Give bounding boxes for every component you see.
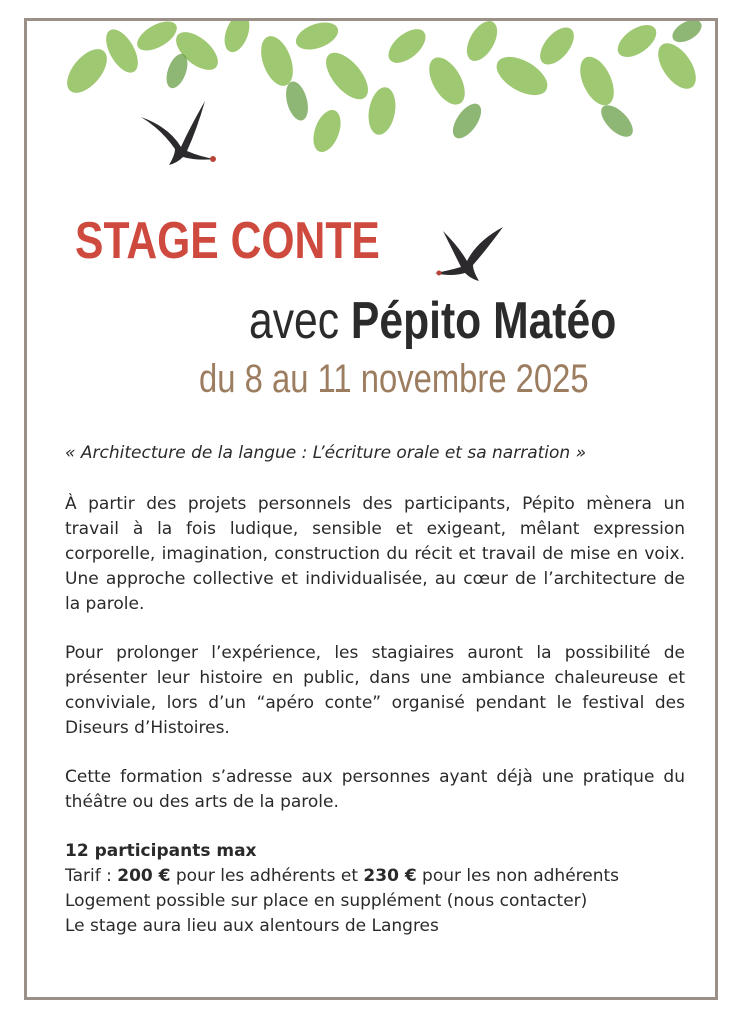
swallow-bird-icon <box>433 221 505 285</box>
leaves-garland-illustration <box>27 21 721 181</box>
page-subtitle <box>249 291 616 351</box>
event-dates: du 8 au 11 novembre 2025 <box>199 357 589 401</box>
practical-info <box>65 839 685 939</box>
location-info: Le stage aura lieu aux alentours de Langres <box>65 916 439 936</box>
price-members: 200 € <box>117 866 171 886</box>
pricing-line <box>65 864 685 889</box>
workshop-quote: « Architecture de la langue : L’écriture orale et sa narration » <box>65 443 587 463</box>
page-frame <box>24 18 718 1000</box>
description-paragraph-3: Cette formation s’adresse aux personnes ayant déjà une pratique du théâtre ou des arts de la parole. <box>65 767 685 812</box>
subtitle-with: avec <box>249 292 340 350</box>
price-non-members: 230 € <box>363 866 417 886</box>
swallow-bird-icon <box>139 99 219 169</box>
tarif-suffix: pour les non adhérents <box>416 866 620 886</box>
description-paragraph-1: À partir des projets personnels des participants, Pépito mènera un travail à la fois ludique, sensible et exigeant, mêlant expression corporelle, imagination, construction du récit et travail de mise en voix. Une approche collective et individualisée, au cœur de l’architecture de la parole. <box>65 494 685 614</box>
tarif-mid: pour les adhérents et <box>170 866 364 886</box>
participants-limit: 12 participants max <box>65 841 257 861</box>
tarif-prefix: Tarif : <box>65 866 118 886</box>
main-content <box>65 441 685 939</box>
description-paragraph-2: Pour prolonger l’expérience, les stagiaires auront la possibilité de présenter leur histoire en public, dans une ambiance chaleureuse et conviviale, lors d’un “apéro conte” organisé pendant le festival des Diseurs d’Histoires. <box>65 643 685 738</box>
instructor-name: Pépito Matéo <box>350 292 617 350</box>
page-title: STAGE CONTE <box>75 212 380 270</box>
lodging-info: Logement possible sur place en supplément (nous contacter) <box>65 891 588 911</box>
